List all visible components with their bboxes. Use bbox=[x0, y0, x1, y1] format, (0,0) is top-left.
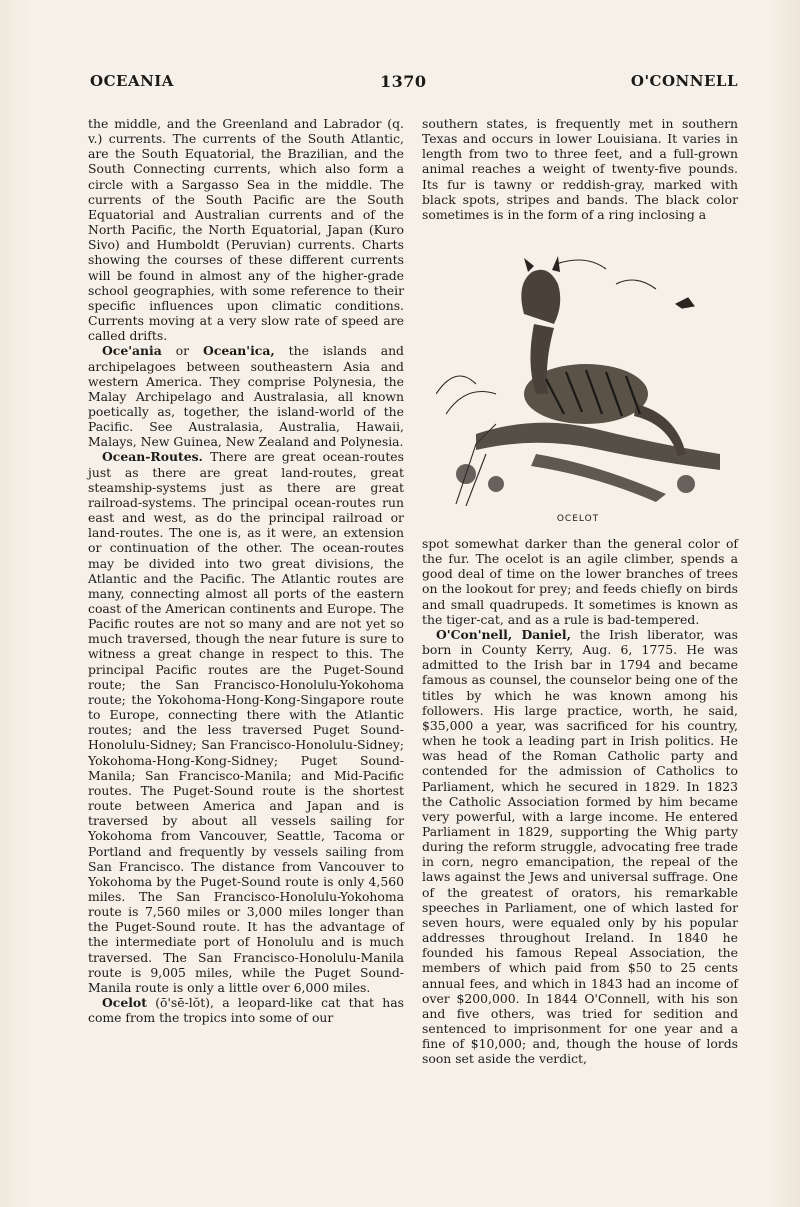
ocelot-illustration bbox=[436, 244, 720, 506]
ocelot-headword: Ocelot bbox=[102, 995, 147, 1011]
oceanica-headword: Ocean'ica, bbox=[203, 343, 275, 359]
figure-caption: OCELOT bbox=[556, 514, 600, 524]
ocean-routes-entry bbox=[88, 449, 404, 995]
ocelot-body-start: a leopard-like cat that has come from the tropics into some of our bbox=[88, 995, 404, 1026]
left-column bbox=[88, 116, 404, 1025]
ocelot-entry bbox=[88, 995, 404, 1025]
oconnell-body: the Irish liberator, was born in County Kerry, Aug. 6, 1775. He was admitted to the Irish bar in 1794 and became famous as counsel, the counselor being one of the titles by which he was known among his followers. His large practice, worth, he said, $35,000 a year, was sacrificed for his country, when he took a leading part in Irish politics. He was head of the Roman Catholic party and contended for the admission of Catholics to Parliament, which he secured in 1829. In 1823 the Catholic Association formed by him became very powerful, with a large income. He entered Parliament in 1829, supporting the Whig party during the reform struggle, advocating free trade in corn, negro emancipation, the repeal of the laws against the Jews and universal suffrage. One of the greatest of orators, his remarkable speeches in Parliament, one of which lasted for seven hours, were equaled only by his popular addresses throughout Ireland. In 1840 he founded his famous Repeal Association, the members of which paid from $50 to 25 cents annual fees, and which in 1843 had an income of over $200,000. In 1844 O'Connell, with his son and five others, was tried for sedition and sentenced to imprisonment for one year and a fine of $10,000; and, though the house of lords soon set aside the verdict, bbox=[422, 626, 738, 1067]
ocean-routes-body: There are great ocean-routes just as there are great land-routes, great steamship-systems just as there are great railroad-systems. The principal ocean-routes run east and west, as do the principal railroad or land-routes. The one is, as it were, an extension or continuation of the other. The ocean-routes may be divided into two great divisions, the Atlantic and the Pacific. The Atlantic routes are many, connecting almost all ports of the eastern coast of the American continents and Europe. The Pacific routes are not so many and are not yet so much traversed, though the near future is sure to witness a great change in respect to this. The principal Pacific routes are the Puget-Sound route; the San Francisco-Honolulu-Yokohoma route; the Yokohoma-Hong-Kong-Singapore route to Europe, connecting there with the Atlantic routes; and the less traversed Puget Sound-Honolulu-Sidney; San Francisco-Honolulu-Sidney; Yokohoma-Hong-Kong-Sidney; Puget Sound-Manila; San Francisco-Manila; and Mid-Pacific routes. The Puget-Sound route is the shortest route between America and Japan and is traversed by about all vessels sailing for Yokohoma from Vancouver, Seattle, Tacoma or Portland and frequently by vessels sailing from San Francisco. The distance from Vancouver to Yokohoma by the Puget-Sound route is only 4,560 miles. The San Francisco-Honolulu-Yokohoma route is 7,560 miles or 3,000 miles longer than the Puget-Sound route. It has the advantage of the intermediate port of Honolulu and is much traversed. The San Francisco-Honolulu-Manila route is 9,005 miles, while the Puget Sound-Manila route is only a little over 6,000 miles. bbox=[88, 449, 404, 995]
right-column-bottom bbox=[422, 536, 738, 1066]
oceania-entry bbox=[88, 343, 404, 449]
oceania-body: the islands and archipelagoes between southeastern Asia and western America. They comprise Polynesia, the Malay Archipelago and Australasia, all known poetically as, together, the island-world of the Pacific. See Australasia, Australia, Hawaii, Malays, New Guinea, New Zealand and Polynesia. bbox=[88, 343, 404, 450]
oconnell-headword: O'Con'nell, Daniel, bbox=[436, 626, 571, 642]
running-head-left: OCEANIA bbox=[90, 72, 174, 90]
ocean-routes-headword: Ocean-Routes. bbox=[102, 449, 203, 465]
ocelot-description-end: spot somewhat darker than the general color of the fur. The ocelot is an agile climber, spends a good deal of time on the lower branches of trees on the lookout for prey; and feeds chiefly on birds and small quadrupeds. It sometimes is known as the tiger-cat, and as a rule is bad-tempered. bbox=[422, 536, 738, 627]
ocelot-continued: southern states, is frequently met in southern Texas and occurs in lower Louisiana. It varies in length from two to three feet, and a full-grown animal reaches a weight of twenty-five pounds. Its fur is tawny or reddish-gray, marked with black spots, stripes and bands. The black color sometimes is in the form of a ring inclosing a bbox=[422, 116, 738, 222]
currents-paragraph: the middle, and the Greenland and Labrador (q. v.) currents. The currents of the South Atlantic, are the South Equatorial, the Brazilian, and the South Connecting currents, which also form a circle with a Sargasso Sea in the middle. The currents of the South Pacific are the South Equatorial and Australian currents and of the North Pacific, the North Equatorial, Japan (Kuro Sivo) and Humboldt (Peruvian) currents. Charts showing the courses of these different currents will be found in almost any of the higher-grade school geographies, with some reference to their specific influences upon climatic conditions. Currents moving at a very slow rate of speed are called drifts. bbox=[88, 116, 404, 344]
running-head-right: O'CONNELL bbox=[630, 72, 738, 90]
ocelot-pronunciation: (ō'sē-lŏt), bbox=[146, 995, 214, 1011]
right-column-top bbox=[422, 116, 738, 222]
ocelot-figure bbox=[436, 244, 720, 524]
oceania-headword: Oce'ania bbox=[102, 343, 162, 359]
oceania-or: or bbox=[161, 343, 204, 359]
page-number: 1370 bbox=[380, 72, 427, 91]
oconnell-entry bbox=[422, 627, 738, 1067]
